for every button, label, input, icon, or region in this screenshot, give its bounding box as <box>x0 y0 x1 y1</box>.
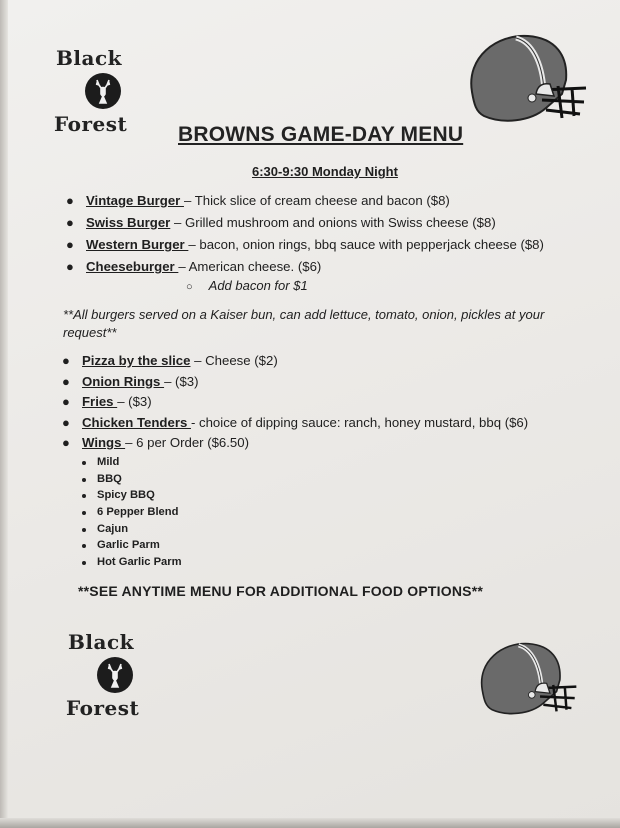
burger-addon <box>186 278 308 293</box>
list-item <box>62 353 528 374</box>
bullet-icon <box>82 511 86 515</box>
logo-word-black: Black <box>68 630 134 654</box>
item-name: Onion Rings <box>82 373 165 389</box>
flavor-label: 6 Pepper Blend <box>97 506 179 519</box>
bullet-icon: ● <box>66 215 74 230</box>
bullet-icon: ● <box>66 259 74 274</box>
hollow-bullet-icon: ○ <box>186 281 193 293</box>
list-item <box>62 394 528 415</box>
item-desc: – bacon, onion rings, bbq sauce with pepperjack cheese ($8) <box>188 237 544 252</box>
item-desc: - choice of dipping sauce: ranch, honey mustard, bbq ($6) <box>190 414 529 430</box>
bullet-icon: ● <box>66 237 74 252</box>
paper-edge-bottom <box>0 818 620 828</box>
burger-note: **All burgers served on a Kaiser bun, can add lettuce, tomato, onion, pickles at your request** <box>63 307 545 340</box>
stag-emblem-icon <box>84 72 122 110</box>
bullet-icon: ● <box>62 373 70 389</box>
list-item <box>66 215 544 237</box>
list-item <box>82 489 182 506</box>
item-name: Chicken Tenders <box>82 414 191 430</box>
item-name: Fries <box>82 394 118 409</box>
menu-title: BROWNS GAME-DAY MENU <box>178 123 464 146</box>
item-desc: – 6 per Order ($6.50) <box>125 435 249 450</box>
list-item <box>62 435 528 456</box>
item-name: Pizza by the slice <box>82 353 191 368</box>
bullet-icon <box>82 561 86 565</box>
logo-word-forest: Forest <box>66 696 140 720</box>
item-desc: – ($3) <box>117 394 152 409</box>
item-desc: – Thick slice of cream cheese and bacon ($8) <box>183 193 450 208</box>
wing-flavor-list <box>82 456 182 573</box>
flavor-label: Hot Garlic Parm <box>97 556 182 569</box>
bullet-icon: ● <box>62 435 70 450</box>
football-helmet-icon <box>474 640 578 720</box>
bullet-icon <box>82 478 86 482</box>
bullet-icon <box>82 494 86 498</box>
item-name: Western Burger <box>86 237 189 252</box>
list-item <box>62 374 528 395</box>
paper-edge-left <box>0 0 8 828</box>
item-name: Vintage Burger <box>86 193 184 208</box>
item-desc: – Grilled mushroom and onions with Swiss cheese ($8) <box>170 215 496 230</box>
logo-word-forest: Forest <box>54 112 128 136</box>
sides-list <box>62 353 528 456</box>
item-desc: – American cheese. ($6) <box>178 259 322 274</box>
list-item <box>66 237 544 259</box>
bullet-icon <box>82 461 86 465</box>
addon-text: Add bacon for $1 <box>208 278 308 293</box>
item-name: Swiss Burger <box>86 215 171 230</box>
burger-list <box>66 193 544 281</box>
flavor-label: Cajun <box>97 522 129 535</box>
item-desc: – ($3) <box>164 373 199 389</box>
football-helmet-icon <box>462 32 588 128</box>
flavor-label: Spicy BBQ <box>97 489 155 502</box>
bullet-icon: ● <box>62 353 70 368</box>
flavor-label: Garlic Parm <box>97 539 160 552</box>
list-item <box>82 539 182 556</box>
flavor-label: Mild <box>97 456 120 468</box>
logo-word-black: Black <box>56 46 122 70</box>
item-name: Wings <box>82 435 126 450</box>
stag-emblem-icon <box>96 656 134 694</box>
item-name: Cheeseburger <box>86 259 179 274</box>
menu-subtitle: 6:30-9:30 Monday Night <box>252 164 398 179</box>
bullet-icon: ● <box>62 394 70 409</box>
list-item <box>82 506 182 523</box>
black-forest-logo-bottom <box>66 630 164 720</box>
bullet-icon <box>82 544 86 548</box>
bullet-icon <box>82 528 86 532</box>
bullet-icon: ● <box>66 193 74 208</box>
list-item <box>82 556 182 573</box>
flavor-label: BBQ <box>97 472 122 485</box>
list-item <box>82 523 182 540</box>
bullet-icon: ● <box>62 414 70 430</box>
list-item <box>66 193 544 215</box>
black-forest-logo-top <box>54 46 152 136</box>
list-item <box>62 415 528 436</box>
footer-note: **SEE ANYTIME MENU FOR ADDITIONAL FOOD OPTIONS** <box>78 583 483 599</box>
item-desc: – Cheese ($2) <box>190 353 278 368</box>
list-item <box>82 473 182 490</box>
list-item <box>82 456 182 473</box>
